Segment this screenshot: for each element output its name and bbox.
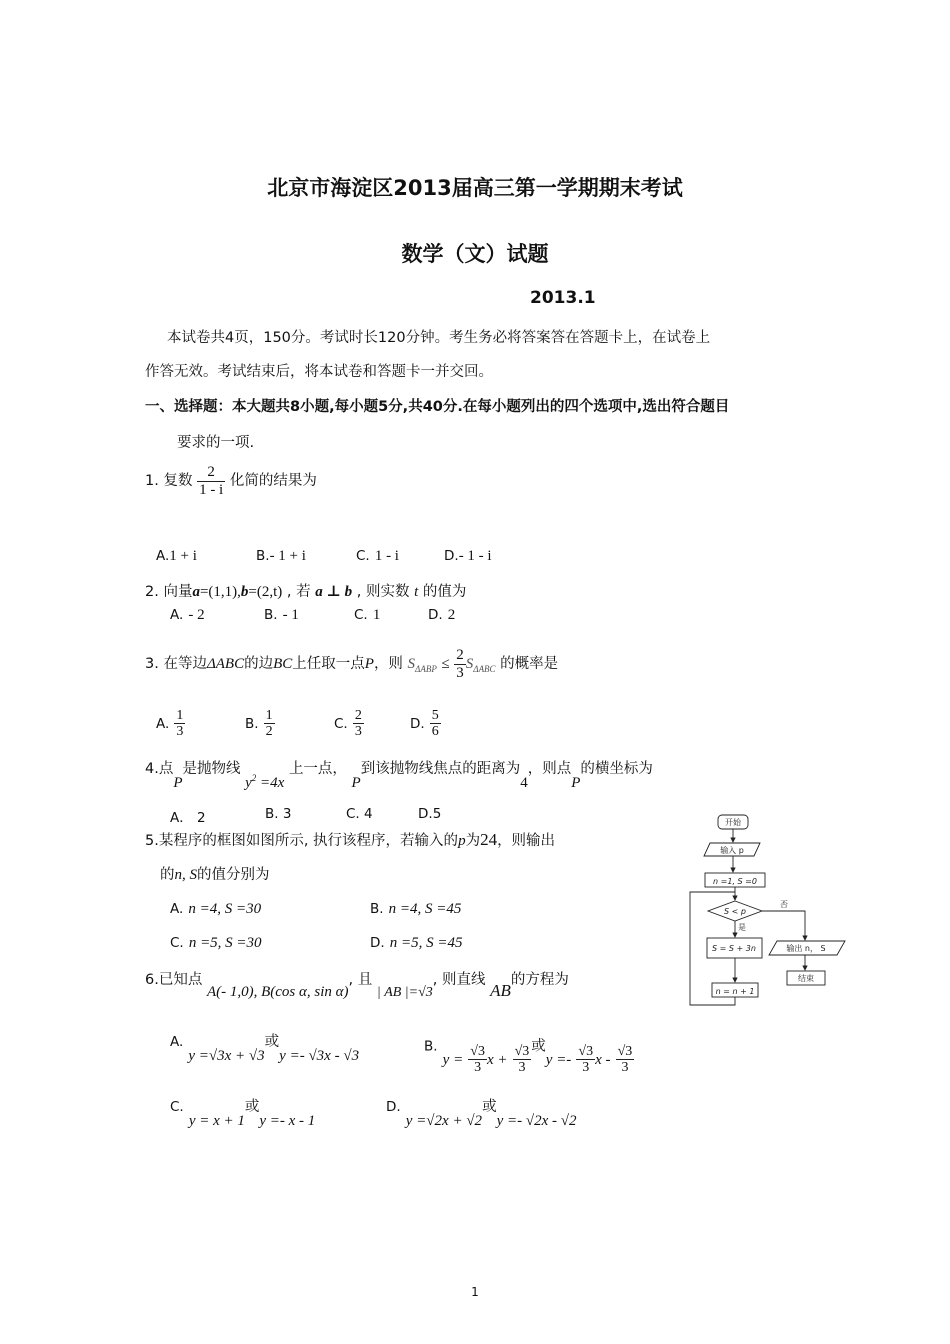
q2-perpendicular: a ⊥ b [315, 584, 353, 600]
q6-option-d-v2: y =- √2x - √2 [496, 1113, 577, 1129]
q6-option-b-frac4 [616, 1044, 635, 1076]
flow-input-label: 输入 p [720, 846, 744, 855]
q1-option-b-value: - 1 + i [269, 548, 306, 564]
q3-triangle: ΔABC [206, 656, 245, 672]
q3-frac-den: 3 [456, 664, 464, 681]
q4-text-f: 的横坐标为 [580, 761, 653, 777]
q2-option-d [428, 604, 455, 624]
q6-option-b-frac2-den: 3 [518, 1060, 526, 1076]
q5-option-a-label: A. [170, 901, 184, 917]
q2-option-a-label: A. [170, 607, 184, 623]
q5-option-b [370, 898, 461, 918]
q4-option-b [265, 806, 291, 822]
q1-option-b [256, 545, 306, 565]
q3-option-a-label: A. [156, 715, 170, 732]
q3-p: P [364, 656, 374, 672]
q1-option-a-label: A. [156, 548, 170, 564]
q1-option-d-label: D. [444, 548, 459, 564]
q4-option-c-value: 4 [364, 806, 373, 822]
q1-text-b: 化简的结果为 [229, 473, 317, 489]
q2-option-c-value: 1 [372, 607, 381, 623]
q5-option-b-label: B. [370, 901, 384, 917]
page-number: 1 [471, 1285, 479, 1299]
q6-option-b-frac1-num: √3 [470, 1044, 485, 1059]
q6-option-a-or: 或 [264, 1034, 280, 1050]
q6-option-b-or: 或 [531, 1038, 546, 1055]
q3-option-b-num: 1 [265, 708, 273, 723]
q6-option-c [170, 1095, 316, 1129]
q1-number: 1. [145, 473, 159, 489]
exam-date: 2013.1 [530, 288, 596, 308]
q6-text-c: , 则直线 [432, 972, 486, 988]
q3-option-a-frac [174, 708, 185, 740]
q1-option-c-value: 1 - i [374, 548, 399, 564]
q6-option-a-label: A. [170, 1034, 184, 1050]
q4-option-c-label: C. [346, 806, 360, 822]
q5-option-a-value: n =4, S =30 [188, 901, 262, 917]
q3-text-a: 在等边 [163, 656, 207, 672]
q3-fraction [454, 647, 466, 681]
q2-text-b: , 若 [286, 584, 311, 600]
flow-init-label: n =1, S =0 [713, 877, 757, 886]
q4-equation [245, 775, 284, 791]
q4-option-b-value: 3 [282, 806, 292, 822]
q6-option-b-frac2-num: √3 [514, 1044, 530, 1059]
q6-text-d: 的方程为 [510, 972, 569, 988]
q3-frac-num: 2 [456, 647, 464, 663]
q2-option-d-label: D. [428, 607, 443, 623]
q2-option-c [354, 604, 380, 624]
q6-option-b-y2: y =- [545, 1052, 572, 1069]
q3-option-a-num: 1 [176, 708, 184, 723]
q5-number: 5. [145, 833, 159, 849]
q6-option-b-frac3 [576, 1044, 595, 1076]
q4-four: 4 [520, 775, 528, 791]
q1-frac-num: 2 [197, 464, 225, 482]
q3-option-b-frac [264, 708, 275, 740]
q3-number: 3. [145, 656, 159, 672]
q1-option-d-value: - 1 - i [458, 548, 492, 564]
q2-t: t [414, 584, 419, 600]
question-3 [145, 634, 558, 699]
question-5-line-2 [160, 863, 270, 884]
q6-option-d-label: D. [386, 1099, 401, 1115]
q6-option-b-frac3-num: √3 [578, 1044, 594, 1059]
q1-text-a: 复数 [163, 473, 193, 489]
q4-option-a-value: 2 [197, 810, 206, 826]
q2-option-b-label: B. [264, 607, 278, 623]
q4-text-d: 到该抛物线焦点的距离为 [360, 761, 521, 777]
q5-p: p [458, 833, 466, 849]
q4-y: y [245, 775, 252, 791]
q3-text-b: 的边 [244, 656, 274, 672]
q6-option-b-frac1-den: 3 [474, 1060, 482, 1076]
q3-option-c [334, 708, 364, 740]
q5-option-c-value: n =5, S =30 [188, 935, 262, 951]
q5-option-c-label: C. [170, 935, 184, 951]
q4-option-a [170, 806, 206, 826]
q2-option-c-label: C. [354, 607, 368, 623]
q4-text-c: 上一点， [288, 761, 347, 777]
q3-option-d-label: D. [410, 715, 425, 732]
q3-leq: ≤ [441, 656, 450, 672]
q6-option-d-v1: y =√2x + √2 [405, 1113, 483, 1129]
flow-start-label: 开始 [725, 818, 741, 827]
q2-text-d: 的值为 [422, 584, 467, 600]
q3-option-c-num: 2 [354, 708, 362, 723]
q6-option-c-v2: y =- x - 1 [259, 1113, 316, 1129]
q6-option-b [424, 1030, 634, 1076]
q6-abs: | AB |=√3 [376, 985, 433, 1000]
q5-text-d: 的 [160, 867, 175, 883]
q3-option-b-label: B. [245, 715, 259, 732]
q6-option-d [386, 1095, 577, 1129]
q1-option-d [444, 545, 492, 565]
q2-a-value: =(1,1), [199, 584, 241, 600]
q2-option-a [170, 604, 205, 624]
page-title: 北京市海淀区2013届高三第一学期期末考试 [267, 176, 683, 200]
q4-option-a-label: A． [170, 810, 193, 826]
q2-option-b [264, 604, 299, 624]
q3-s2: S [465, 656, 474, 672]
question-1 [145, 464, 317, 498]
q2-text-c: , 则实数 [356, 584, 410, 600]
q3-option-a [156, 708, 185, 740]
q4-option-b-label: B. [265, 806, 279, 822]
q2-option-b-value: - 1 [282, 607, 299, 623]
q1-option-c [356, 545, 399, 565]
q2-b-value: =(2,t) [248, 584, 283, 600]
q6-option-a-v1: y =√3x + √3 [188, 1048, 265, 1064]
q3-option-c-label: C. [334, 715, 348, 732]
q4-option-d [418, 806, 441, 822]
q1-fraction [197, 464, 225, 498]
q6-option-b-frac1 [468, 1044, 487, 1076]
q3-option-b-den: 2 [265, 724, 273, 740]
q3-s1-sub: ΔABP [415, 663, 437, 674]
q3-option-c-den: 3 [354, 724, 362, 740]
instructions-line-1: 本试卷共4页，150分。考试时长120分钟。考生务必将答案答在答题卡上，在试卷上 [167, 330, 711, 346]
q3-s1: S [407, 656, 416, 672]
q4-text-e: ，则点 [527, 761, 572, 777]
flow-incr-label: n = n + 1 [715, 987, 755, 996]
q4-number: 4. [145, 761, 159, 777]
q6-option-b-frac2 [513, 1044, 532, 1076]
flowchart [680, 810, 850, 1010]
q5-option-d-value: n =5, S =45 [389, 935, 463, 951]
flow-yes-label: 是 [738, 923, 746, 932]
q1-frac-den: 1 - i [199, 481, 224, 498]
section-heading-line-2: 要求的一项. [177, 435, 255, 451]
q3-text-d: ，则 [373, 656, 403, 672]
q2-text-a: 向量 [163, 584, 193, 600]
q1-option-a-value: 1 + i [169, 548, 197, 564]
flow-output-label: 输出 n， S [786, 944, 826, 953]
q6-number: 6. [145, 972, 159, 988]
q5-text-c: ，则输出 [497, 833, 556, 849]
q6-option-b-y: y = [442, 1052, 464, 1069]
q6-option-b-frac4-den: 3 [621, 1060, 629, 1076]
q3-option-d-den: 6 [431, 724, 439, 740]
q2-option-d-value: 2 [447, 607, 456, 623]
q4-text-b: 是抛物线 [182, 761, 241, 777]
q3-bc: BC [273, 656, 293, 672]
q6-ab: AB [490, 981, 511, 1000]
flow-end-label: 结束 [798, 974, 814, 983]
q4-option-d-label: D. [418, 806, 433, 822]
q5-option-c [170, 932, 262, 952]
q3-s2-sub: ΔABC [473, 663, 496, 674]
q3-option-d-num: 5 [431, 708, 439, 723]
question-6 [145, 968, 569, 1000]
q5-option-d [370, 932, 463, 952]
q5-value: 24 [480, 830, 498, 849]
q3-option-a-den: 3 [176, 724, 184, 740]
q4-option-d-value: 5 [432, 806, 442, 822]
q1-option-a [156, 545, 197, 565]
q6-option-c-or: 或 [244, 1099, 260, 1115]
q1-option-c-label: C. [356, 548, 370, 564]
q3-option-d-frac [430, 708, 441, 740]
q6-option-a [170, 1030, 360, 1064]
q5-ns: n, S [174, 867, 197, 883]
q6-option-b-x: x + [486, 1052, 508, 1069]
q2-vector-a: a [192, 584, 200, 600]
q2-option-a-value: - 2 [188, 607, 205, 623]
q6-option-b-x2: x - [595, 1052, 611, 1069]
q6-option-d-or: 或 [482, 1099, 497, 1115]
q1-option-b-label: B. [256, 548, 270, 564]
q4-p: P [173, 775, 183, 791]
q6-text-b: , 且 [348, 972, 373, 988]
q4-p3: P [571, 775, 581, 791]
q4-option-c [346, 806, 373, 822]
flow-no-label: 否 [780, 900, 788, 909]
question-2 [145, 580, 466, 601]
q6-option-b-label: B. [424, 1038, 438, 1055]
q5-text-e: 的值分别为 [197, 867, 270, 883]
question-4 [145, 757, 653, 791]
q6-option-c-label: C. [170, 1099, 184, 1115]
q6-option-a-v2: y =- √3x - √3 [279, 1048, 360, 1064]
q3-option-b [245, 708, 275, 740]
q5-option-a [170, 898, 261, 918]
question-5 [145, 829, 555, 850]
q2-vector-b: b [240, 584, 249, 600]
q5-text-b: 为 [465, 833, 481, 849]
page-subtitle: 数学（文）试题 [401, 242, 549, 266]
q6-option-b-frac3-den: 3 [582, 1060, 590, 1076]
q5-option-b-value: n =4, S =45 [388, 901, 462, 917]
q6-points: A(- 1,0), B(cos α, sin α) [206, 984, 349, 1000]
q3-option-d [410, 708, 441, 740]
q3-text-e: 的概率是 [500, 656, 559, 672]
q6-text-a: 已知点 [158, 972, 203, 988]
q4-text-a: 点 [158, 761, 174, 777]
instructions-line-2: 作答无效。考试结束后，将本试卷和答题卡一并交回。 [145, 364, 493, 380]
section-heading-line-1: 一、选择题：本大题共8小题,每小题5分,共40分.在每小题列出的四个选项中,选出符合题目 [145, 399, 730, 415]
q3-option-c-frac [353, 708, 364, 740]
q3-text-c: 上任取一点 [292, 656, 365, 672]
q2-number: 2. [145, 584, 159, 600]
flow-update-label: S = S + 3n [712, 944, 756, 953]
q5-text-a: 某程序的框图如图所示, 执行该程序，若输入的 [158, 833, 459, 849]
q4-sup: 2 [251, 773, 257, 783]
q4-p2: P [351, 775, 361, 791]
flow-condition-label: S < p [724, 907, 746, 916]
q4-eq: =4x [260, 775, 285, 791]
q6-option-b-frac4-num: √3 [617, 1044, 633, 1059]
q6-option-c-v1: y = x + 1 [188, 1113, 245, 1129]
q5-option-d-label: D. [370, 935, 385, 951]
